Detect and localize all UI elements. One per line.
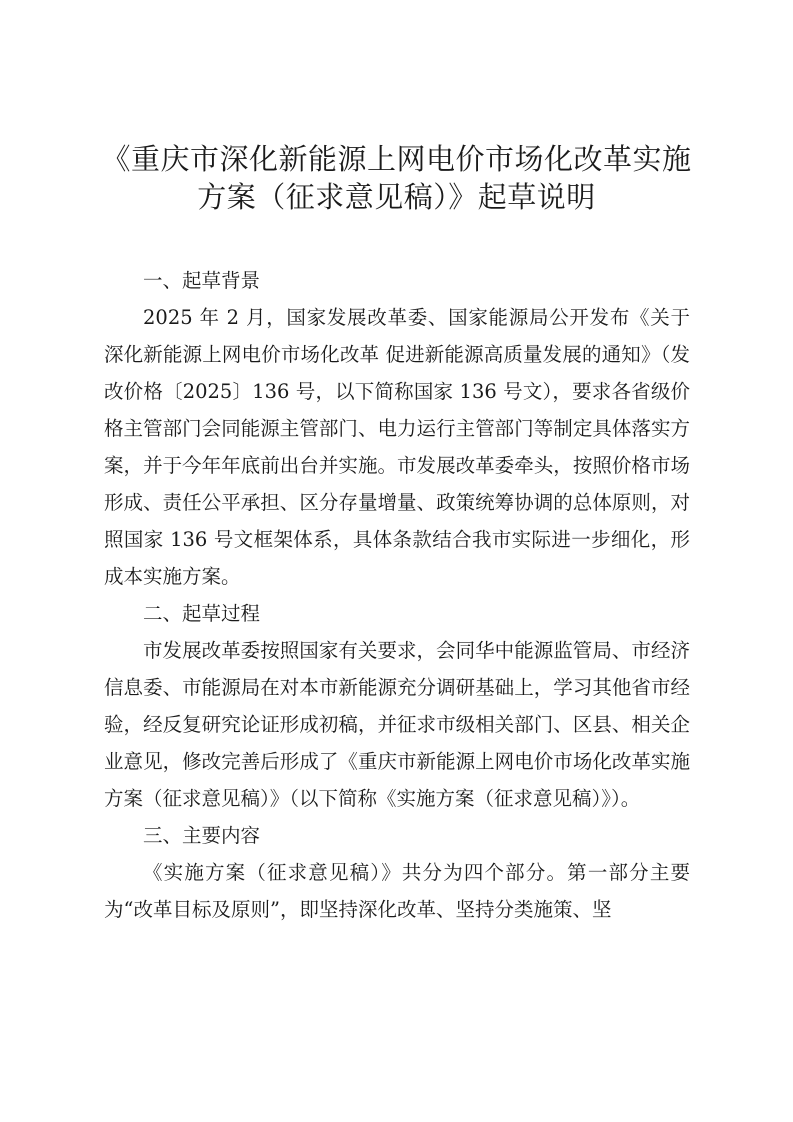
section-heading-content: 三、主要内容 <box>143 824 261 847</box>
paragraph-process: 市发展改革委按照国家有关要求，会同华中能源监管局、市经济信息委、市能源局在对本市新能源充分调研基础上，学习其他省市经验，经反复研究论证形成初稿，并征求市级相关部门、区县、相关企业意见，修改完善后形成了《重庆市新能源上网电价市场化改革实施方案（征求意见稿）》（以下简称《实施方案（征求意见稿）》）。 <box>104 639 690 810</box>
document-body <box>104 262 690 928</box>
section-heading-process: 二、起草过程 <box>143 602 261 625</box>
paragraph-content: 《实施方案（征求意见稿）》共分为四个部分。第一部分主要为“改革目标及原则”，即坚持深化改革、坚持分类施策、坚 <box>104 861 690 921</box>
document-title: 《重庆市深化新能源上网电价市场化改革实施方案（征求意见稿）》起草说明 <box>101 142 692 214</box>
section-heading-background: 一、起草背景 <box>143 269 261 292</box>
paragraph-background: 2025 年 2 月，国家发展改革委、国家能源局公开发布《关于深化新能源上网电价市场化改革 促进新能源高质量发展的通知》（发改价格〔2025〕136 号，以下简称国家 136 号文），要求各省级价格主管部门会同能源主管部门、电力运行主管部门等制定具体落实方案，并于今年年底前出台并实施。市发展改革委牵头，按照价格市场形成、责任公平承担、区分存量增量、政策统筹协调的总体原则，对照国家 136 号文框架体系，具体条款结合我市实际进一步细化，形成本实施方案。 <box>104 306 690 588</box>
